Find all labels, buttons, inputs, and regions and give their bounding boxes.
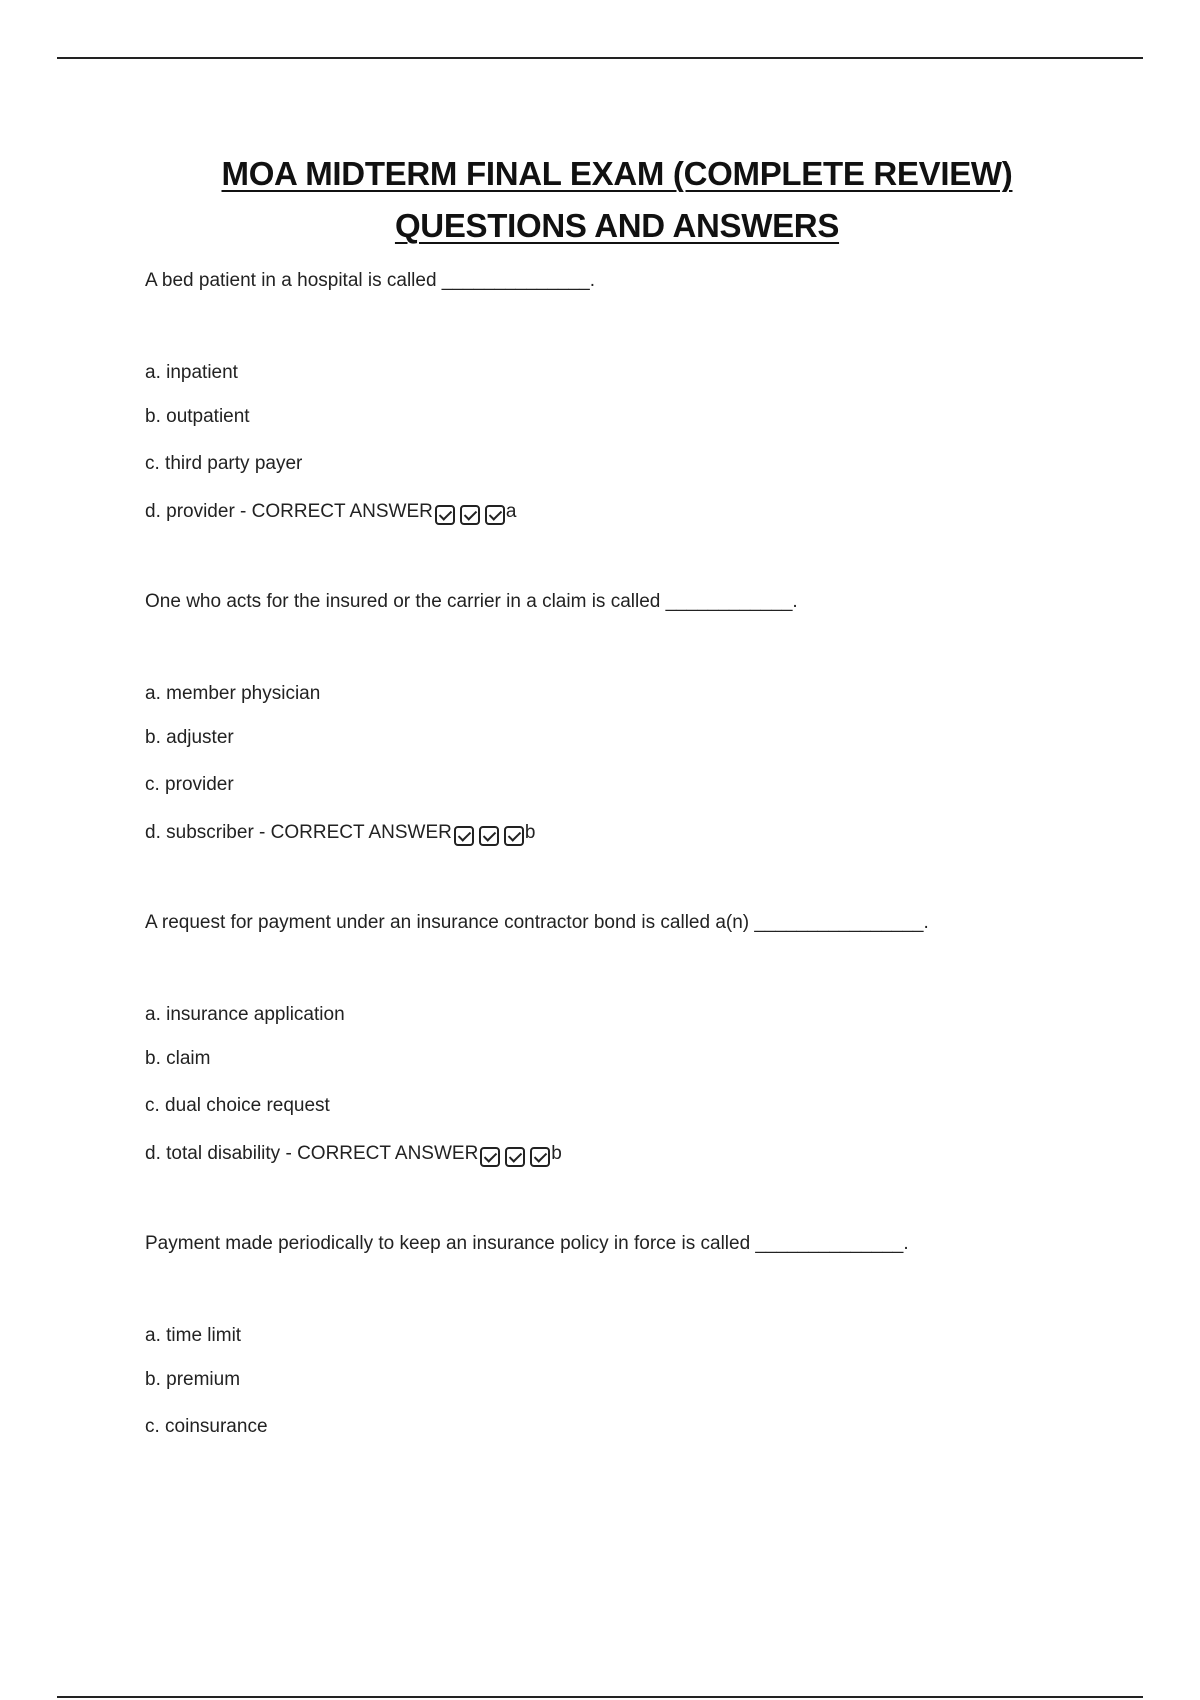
correct-answer-letter: a <box>505 501 517 522</box>
question-list <box>145 264 1145 1548</box>
answer-option: b. adjuster <box>145 727 234 748</box>
correct-answer-letter: b <box>551 1143 562 1164</box>
answer-option-with-key <box>145 1143 562 1168</box>
answer-option-text: d. provider - CORRECT ANSWER <box>145 501 433 522</box>
answer-option: c. dual choice request <box>145 1095 330 1116</box>
answer-check-marks <box>480 1146 551 1168</box>
question-text: A request for payment under an insurance contractor bond is called a(n) ________________. <box>145 912 929 933</box>
checkbox-checked-icon <box>460 505 480 525</box>
answer-option: a. inpatient <box>145 362 238 383</box>
checkbox-checked-icon <box>505 1147 525 1167</box>
page-title <box>0 148 1200 252</box>
answer-option: a. time limit <box>145 1325 242 1346</box>
question-text: One who acts for the insured or the carrier in a claim is called ____________. <box>145 591 798 612</box>
answer-option: b. outpatient <box>145 406 250 427</box>
checkbox-checked-icon <box>479 826 499 846</box>
checkbox-checked-icon <box>435 505 455 525</box>
correct-answer-letter: b <box>524 822 536 843</box>
checkbox-checked-icon <box>454 826 474 846</box>
checkbox-checked-icon <box>480 1147 500 1167</box>
checkbox-checked-icon <box>504 826 524 846</box>
answer-option: b. claim <box>145 1048 211 1069</box>
question-item <box>145 264 1145 585</box>
answer-option: a. member physician <box>145 683 321 704</box>
answer-option-with-key <box>145 501 516 526</box>
answer-check-marks <box>435 504 506 526</box>
title-line-2: QUESTIONS AND ANSWERS <box>394 207 840 244</box>
question-item <box>145 906 1145 1227</box>
answer-option: b. premium <box>145 1369 241 1390</box>
answer-option: c. third party payer <box>145 453 303 474</box>
question-text: A bed patient in a hospital is called ______________. <box>145 270 596 291</box>
checkbox-checked-icon <box>485 505 505 525</box>
question-item <box>145 1227 1145 1548</box>
answer-option: a. insurance application <box>145 1004 345 1025</box>
answer-option: c. coinsurance <box>145 1416 268 1437</box>
question-item <box>145 585 1145 906</box>
answer-option: c. provider <box>145 774 234 795</box>
answer-option-with-key <box>145 822 535 847</box>
answer-option-text: d. total disability - CORRECT ANSWER <box>145 1143 479 1164</box>
checkbox-checked-icon <box>530 1147 550 1167</box>
bottom-divider <box>57 1696 1143 1698</box>
title-line-1: MOA MIDTERM FINAL EXAM (COMPLETE REVIEW) <box>221 155 1013 192</box>
answer-check-marks <box>454 825 525 847</box>
top-divider <box>57 57 1143 59</box>
answer-option-text: d. subscriber - CORRECT ANSWER <box>145 822 452 843</box>
question-text: Payment made periodically to keep an insurance policy in force is called ______________. <box>145 1233 909 1254</box>
